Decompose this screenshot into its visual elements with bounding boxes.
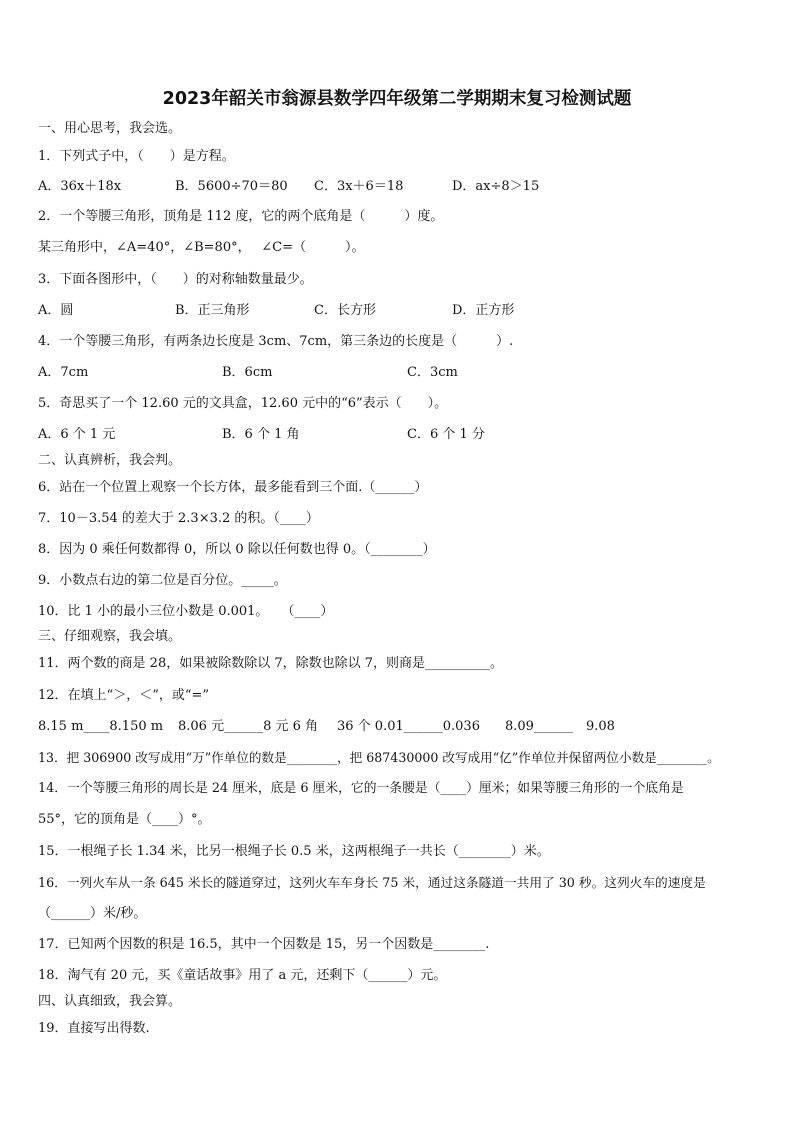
question-4-stem: 4．一个等腰三角形，有两条边长度是 3cm、7cm，第三条边的长度是（ ）. — [38, 334, 514, 349]
question-8: 8．因为 0 乘任何数都得 0，所以 0 除以任何数也得 0。（________） — [38, 542, 436, 557]
question-3-option-b: B．正三角形 — [175, 303, 250, 318]
question-14-line-2: 55°，它的顶角是（____）°。 — [38, 812, 211, 827]
question-1-option-d: D．ax÷8＞15 — [452, 179, 540, 194]
question-1-option-c: C．3x＋6＝18 — [314, 179, 404, 194]
question-10: 10．比 1 小的最小三位小数是 0.001。 （____） — [38, 604, 334, 619]
question-19: 19．直接写出得数. — [38, 1021, 150, 1036]
question-2-line-2: 某三角形中，∠A=40°，∠B=80°， ∠C=（ ）。 — [38, 240, 365, 255]
question-18: 18．淘气有 20 元，买《童话故事》用了 a 元，还剩下（______）元。 — [38, 968, 447, 983]
question-12-stem: 12．在填上“＞，＜”，或“=” — [38, 688, 210, 703]
section-heading-4: 四、认真细致，我会算。 — [38, 994, 182, 1009]
question-16-line-1: 16．一列火车从一条 645 米长的隧道穿过，这列火车车身长 75 米，通过这条隧道一共用了 30 秒。这列火车的速度是 — [38, 875, 706, 890]
question-2-stem: 2．一个等腰三角形，顶角是 112 度，它的两个底角是（ ）度。 — [38, 209, 444, 224]
question-11: 11．两个数的商是 28，如果被除数除以 7，除数也除以 7，则商是__________。 — [38, 656, 504, 671]
question-4-option-c: C．3cm — [407, 365, 458, 380]
question-1-option-a: A．36x＋18x — [38, 179, 122, 194]
question-4-option-a: A．7cm — [38, 365, 89, 380]
question-17: 17．已知两个因数的积是 16.5，其中一个因数是 15，另一个因数是________. — [38, 937, 490, 952]
question-6: 6．站在一个位置上观察一个长方体，最多能看到三个面.（______） — [38, 480, 428, 495]
section-heading-3: 三、仔细观察，我会填。 — [38, 629, 182, 644]
question-9: 9．小数点右边的第二位是百分位。_____。 — [38, 573, 287, 588]
question-5-option-a: A．6 个 1 元 — [38, 427, 116, 442]
question-16-line-2: （______）米/秒。 — [38, 906, 147, 921]
question-5-option-b: B．6 个 1 角 — [222, 427, 300, 442]
question-1-option-b: B．5600÷70＝80 — [175, 179, 288, 194]
question-12-item-2: 8.06 元______8 元 6 角 — [178, 719, 319, 734]
question-12-item-3: 36 个 0.01______0.036 — [337, 719, 480, 734]
question-15: 15．一根绳子长 1.34 米，比另一根绳子长 0.5 米，这两根绳子一共长（________）米。 — [38, 844, 550, 859]
question-3-stem: 3．下面各图形中，（ ）的对称轴数量最少。 — [38, 272, 313, 287]
question-13: 13．把 306900 改写成用“万”作单位的数是________，把 687430000 改写成用“亿”作单位并保留两位小数是________。 — [38, 750, 720, 765]
question-1-stem: 1．下列式子中，（ ）是方程。 — [38, 149, 235, 164]
question-4-option-b: B．6cm — [222, 365, 273, 380]
question-12-item-1: 8.15 m____8.150 m — [38, 719, 164, 734]
question-3-option-a: A．圆 — [38, 303, 74, 318]
section-heading-2: 二、认真辨析，我会判。 — [38, 453, 182, 468]
page-title: 2023年韶关市翁源县数学四年级第二学期期末复习检测试题 — [162, 89, 632, 109]
question-14-line-1: 14．一个等腰三角形的周长是 24 厘米，底是 6 厘米，它的一条腰是（____）厘米；如果等腰三角形的一个底角是 — [38, 781, 684, 796]
question-3-option-d: D．正方形 — [452, 303, 515, 318]
question-12-item-4: 8.09______ 9.08 — [505, 719, 615, 734]
question-5-option-c: C．6 个 1 分 — [407, 427, 485, 442]
question-5-stem: 5．奇思买了一个 12.60 元的文具盒，12.60 元中的“6”表示（ ）。 — [38, 396, 448, 411]
section-heading-1: 一、用心思考，我会选。 — [38, 121, 182, 136]
question-3-option-c: C．长方形 — [314, 303, 376, 318]
question-7: 7．10－3.54 的差大于 2.3×3.2 的积。（____） — [38, 511, 319, 526]
